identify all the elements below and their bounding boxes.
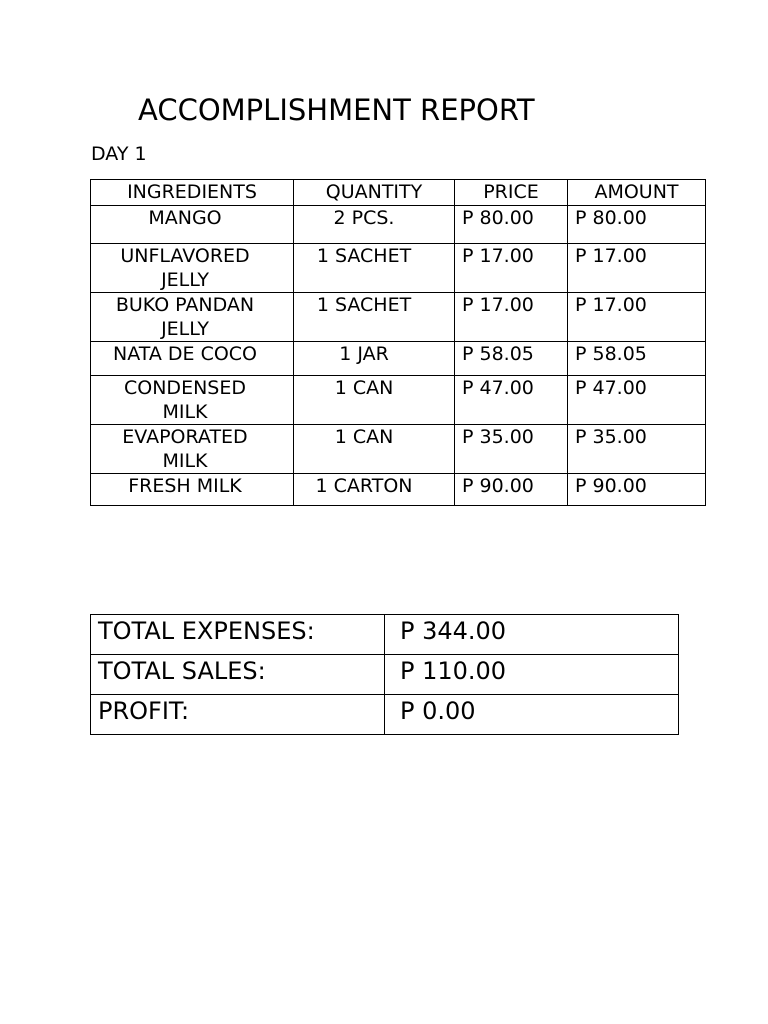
ingredient-line: UNFLAVORED [120, 245, 250, 267]
summary-value: P 344.00 [385, 615, 679, 655]
quantity-cell: 1 JAR [294, 342, 455, 376]
quantity-cell: 1 CAN [294, 376, 455, 425]
ingredient-line: JELLY [161, 318, 209, 340]
amount-cell: P 58.05 [568, 342, 706, 376]
table-row [91, 293, 706, 342]
table-header-row [91, 180, 706, 206]
header-ingredients: INGREDIENTS [91, 180, 294, 206]
amount-cell: P 47.00 [568, 376, 706, 425]
summary-value: P 110.00 [385, 655, 679, 695]
summary-label: TOTAL SALES: [91, 655, 385, 695]
quantity-cell: 1 CAN [294, 425, 455, 474]
ingredient-line: CONDENSED [124, 377, 246, 399]
amount-cell: P 17.00 [568, 244, 706, 293]
ingredient-line: JELLY [161, 269, 209, 291]
table-row [91, 206, 706, 244]
table-row [91, 244, 706, 293]
ingredient-line: NATA DE COCO [112, 343, 258, 365]
summary-label: TOTAL EXPENSES: [91, 615, 385, 655]
ingredient-cell [91, 425, 294, 474]
day-label: DAY 1 [91, 143, 147, 165]
amount-cell: P 35.00 [568, 425, 706, 474]
report-title: ACCOMPLISHMENT REPORT [138, 93, 535, 127]
ingredient-cell [91, 376, 294, 425]
amount-cell: P 17.00 [568, 293, 706, 342]
price-cell: P 58.05 [455, 342, 568, 376]
header-price: PRICE [455, 180, 568, 206]
ingredient-cell [91, 293, 294, 342]
ingredient-cell [91, 244, 294, 293]
ingredient-cell [91, 342, 294, 376]
ingredient-line: MANGO [148, 207, 222, 229]
price-cell: P 35.00 [455, 425, 568, 474]
quantity-cell: 1 SACHET [294, 244, 455, 293]
summary-row-total-expenses [91, 615, 679, 655]
ingredients-table [90, 179, 706, 506]
header-quantity: QUANTITY [294, 180, 455, 206]
price-cell: P 47.00 [455, 376, 568, 425]
quantity-cell: 1 CARTON [294, 474, 455, 506]
quantity-cell: 2 PCS. [294, 206, 455, 244]
summary-row-profit [91, 695, 679, 735]
ingredient-cell [91, 474, 294, 506]
summary-value: P 0.00 [385, 695, 679, 735]
ingredient-line: MILK [162, 450, 208, 472]
price-cell: P 17.00 [455, 293, 568, 342]
summary-row-total-sales [91, 655, 679, 695]
ingredient-line: EVAPORATED [122, 426, 248, 448]
table-row [91, 474, 706, 506]
summary-label: PROFIT: [91, 695, 385, 735]
header-amount: AMOUNT [568, 180, 706, 206]
table-row [91, 342, 706, 376]
quantity-cell: 1 SACHET [294, 293, 455, 342]
amount-cell: P 90.00 [568, 474, 706, 506]
summary-table [90, 614, 679, 735]
price-cell: P 17.00 [455, 244, 568, 293]
amount-cell: P 80.00 [568, 206, 706, 244]
price-cell: P 90.00 [455, 474, 568, 506]
table-row [91, 376, 706, 425]
ingredient-line: MILK [162, 401, 208, 423]
price-cell: P 80.00 [455, 206, 568, 244]
table-row [91, 425, 706, 474]
ingredient-line: BUKO PANDAN [115, 294, 255, 316]
ingredient-line: FRESH MILK [128, 475, 242, 497]
ingredient-cell [91, 206, 294, 244]
